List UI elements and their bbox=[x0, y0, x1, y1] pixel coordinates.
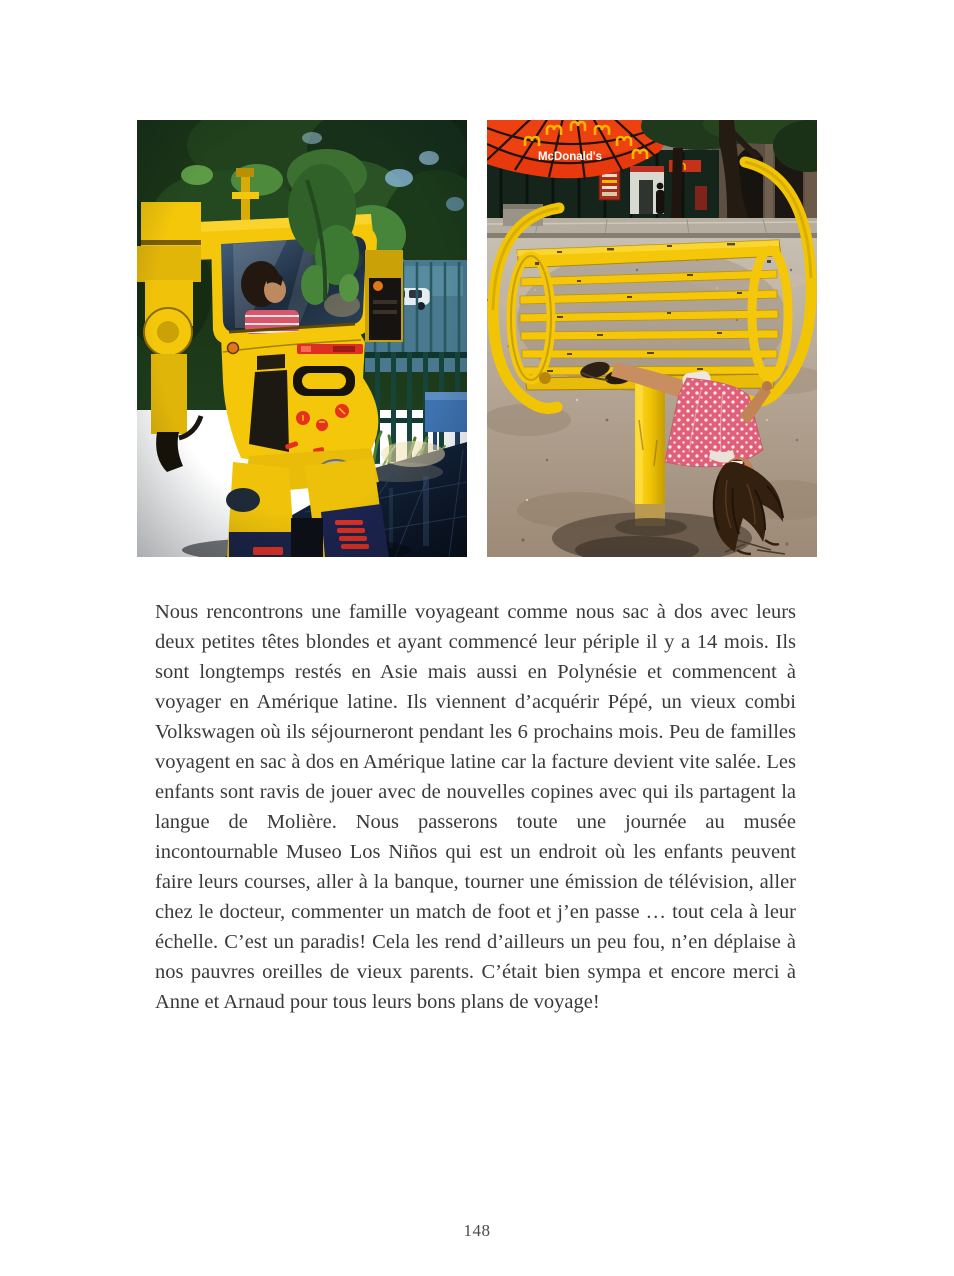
page-number: 148 bbox=[463, 1221, 491, 1240]
photo-robot-ride bbox=[137, 120, 467, 557]
photo-row bbox=[137, 120, 817, 557]
photo-playground bbox=[487, 120, 817, 557]
trash-bin bbox=[695, 186, 707, 210]
brass-joint bbox=[539, 372, 551, 384]
paragraph: Nous rencontrons une famille voyageant comme nous sac à dos avec leurs deux petites têtes blondes et ayant commencé leur périple il y a 14 mois. Ils sont longtemps restés en Asie mais aussi en Polynésie et commencent à voyager en Amérique latine. Ils viennent d’acquérir Pépé, un vieux combi Volkswagen où ils séjourneront pendant les 6 prochains mois. Peu de familles voyagent en sac à dos en Amérique latine car la facture devient vite salée. Les enfants sont ravis de jouer avec de nouvelles copines avec qui ils partagent la langue de Molière. Nous passerons toute une journée au musée incontournable Museo Los Niños qui est un endroit où les enfants peuvent faire leurs courses, aller à la banque, tourner une émission de télévision, aller chez le docteur, commenter un match de foot et j’en passe … tout cela à leur échelle. C’est un paradis! Cela les rend d’ailleurs un peu fou, n’en déplaise à nos pauvres oreilles de vieux parents. C’était bien sympa et encore merci à Anne et Arnaud pour tous leurs bons plans de voyage! bbox=[155, 601, 796, 1013]
playground-illustration bbox=[487, 120, 817, 557]
mcdonalds-sign-text: McDonald's bbox=[537, 151, 603, 163]
robot-ride-illustration bbox=[137, 120, 467, 557]
